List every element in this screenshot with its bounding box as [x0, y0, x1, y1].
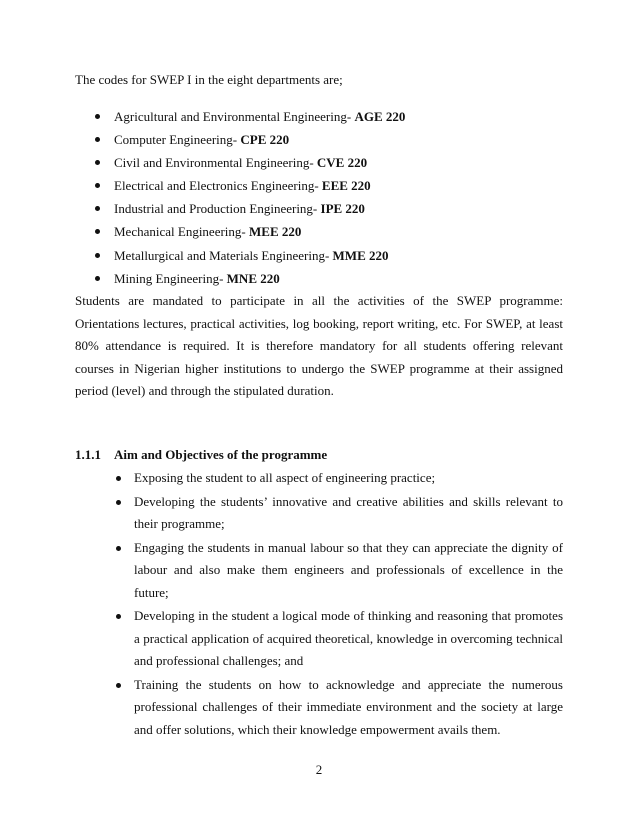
list-item: [95, 151, 405, 174]
course-code: EEE 220: [321, 178, 371, 194]
list-item: Exposing the student to all aspect of engineering practice;: [116, 467, 563, 490]
department-codes-list: [95, 105, 405, 290]
course-code: MME 220: [332, 247, 389, 263]
course-code: MEE 220: [249, 224, 302, 240]
list-item: [95, 267, 405, 290]
list-item: [95, 174, 405, 197]
department-name: Mechanical Engineering-: [114, 224, 249, 240]
objectives-list: [116, 467, 563, 742]
department-name: Civil and Environmental Engineering-: [114, 155, 317, 171]
department-name: Mining Engineering-: [114, 270, 227, 286]
list-item: Developing in the student a logical mode of thinking and reasoning that promotes a practical application of acquired theoretical, knowledge in overcoming technical and professional challenges; and: [116, 605, 563, 673]
course-code: MNE 220: [226, 270, 280, 286]
section-heading: [75, 447, 327, 463]
department-name: Industrial and Production Engineering-: [114, 201, 321, 217]
list-item: Training the students on how to acknowledge and appreciate the numerous professional challenges of their immediate environment and the society at large and offer solutions, which their knowledge empowerment avails them.: [116, 674, 563, 742]
list-item: [95, 105, 405, 128]
list-item: [95, 244, 405, 267]
department-name: Metallurgical and Materials Engineering-: [114, 247, 333, 263]
course-code: IPE 220: [320, 201, 365, 217]
list-item: Engaging the students in manual labour so that they can appreciate the dignity of labour and also make them engineers and professionals of excellence in the future;: [116, 537, 563, 605]
list-item: [95, 220, 405, 243]
course-code: CPE 220: [240, 132, 290, 148]
department-name: Computer Engineering-: [114, 132, 241, 148]
list-item: [95, 197, 405, 220]
list-item: Developing the students’ innovative and creative abilities and skills relevant to their programme;: [116, 491, 563, 536]
section-number: 1.1.1: [75, 447, 101, 462]
list-item: [95, 128, 405, 151]
page-number: 2: [315, 762, 323, 777]
department-name: Electrical and Electronics Engineering-: [114, 178, 322, 194]
department-name: Agricultural and Environmental Engineering-: [114, 109, 355, 124]
section-title: Aim and Objectives of the programme: [114, 447, 328, 462]
course-code: CVE 220: [316, 155, 368, 171]
intro-text: The codes for SWEP I in the eight departments are;: [75, 72, 343, 87]
course-code: AGE 220: [354, 109, 406, 124]
body-paragraph: Students are mandated to participate in all the activities of the SWEP programme: Orientations lectures, practical activities, log booking, report writing, etc. For SWEP, at least 80% attendance is required. It is therefore mandatory for all students offering relevant courses in Nigerian higher institutions to undergo the SWEP programme at their assigned period (level) and through the stipulated duration.: [75, 293, 563, 398]
